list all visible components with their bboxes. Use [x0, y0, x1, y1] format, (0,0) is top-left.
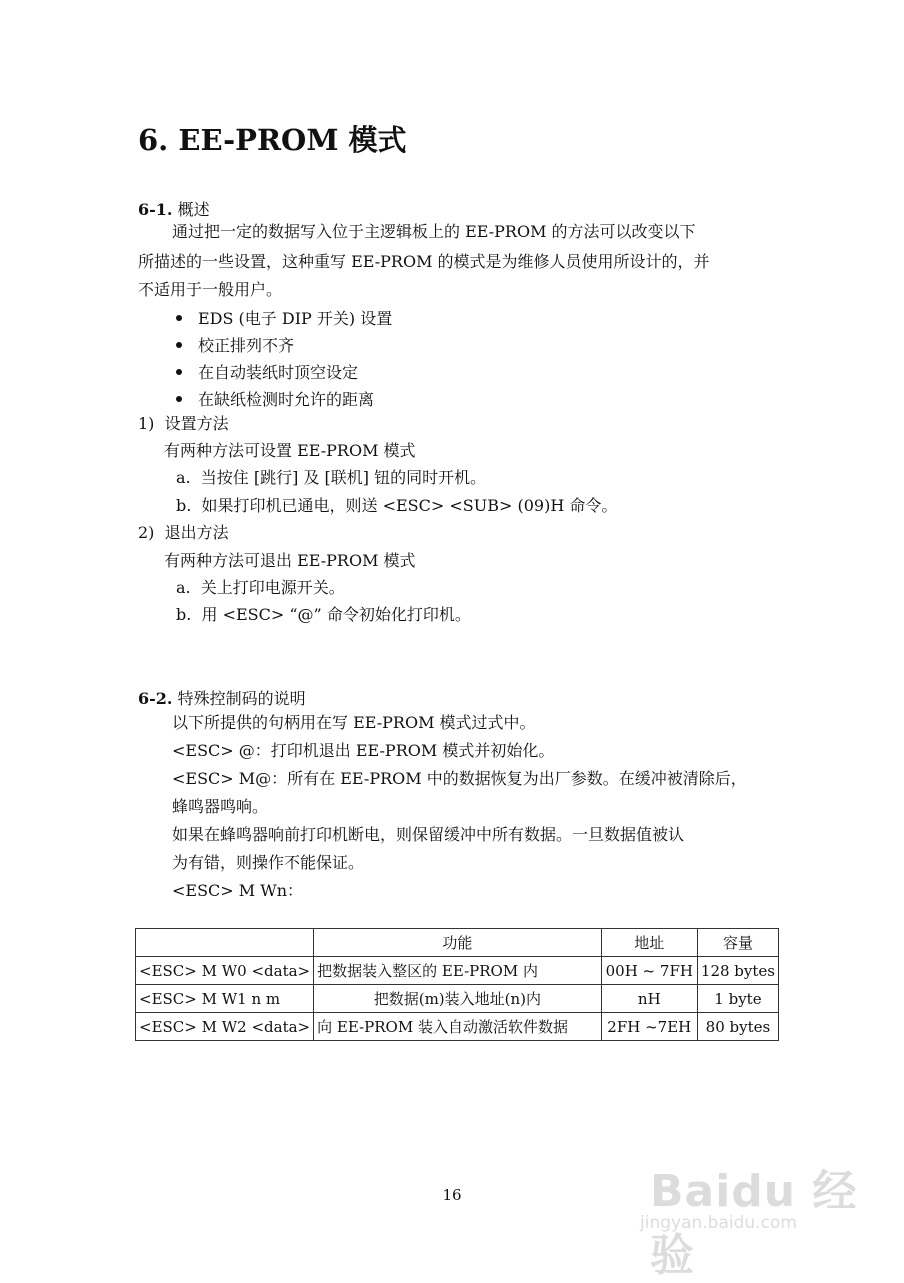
table-header-cell [136, 929, 314, 957]
table-cell: 向 EE-PROM 装入自动激活软件数据 [314, 1013, 602, 1041]
watermark-logo: Baidu 经验 [650, 1166, 858, 1281]
table-cell: nH [601, 985, 697, 1013]
bullet-dot-icon [176, 396, 182, 402]
table-header-cell: 容量 [697, 929, 778, 957]
control-code-line: <ESC> M@：所有在 EE-PROM 中的数据恢复为出厂参数。在缓冲被清除后， [172, 769, 747, 788]
section-2-heading [138, 686, 306, 709]
exit-intro: 有两种方法可退出 EE-PROM 模式 [164, 551, 416, 570]
control-code-line: <ESC> @：打印机退出 EE-PROM 模式并初始化。 [172, 741, 555, 760]
control-code-line: 为有错，则操作不能保证。 [172, 853, 365, 872]
table-cell: 128 bytes [697, 957, 778, 985]
setup-heading: 1) 设置方法 [138, 414, 229, 433]
table-header-cell: 地址 [601, 929, 697, 957]
control-code-line: <ESC> M Wn： [172, 881, 304, 900]
bullet-item: 在缺纸检测时允许的距离 [176, 387, 374, 410]
overview-para-line-1: 通过把一定的数据写入位于主逻辑板上的 EE-PROM 的方法可以改变以下 [172, 222, 696, 241]
control-code-line: 如果在蜂鸣器响前打印机断电，则保留缓冲中所有数据。一旦数据值被认 [172, 825, 685, 844]
bullet-dot-icon [176, 342, 182, 348]
exit-heading: 2) 退出方法 [138, 523, 229, 542]
table-header-cell: 功能 [314, 929, 602, 957]
bullet-item: 校正排列不齐 [176, 333, 294, 356]
setup-item-a: a. 当按住 [跳行] 及 [联机] 钮的同时开机。 [176, 468, 487, 487]
control-code-line: 以下所提供的句柄用在写 EE-PROM 模式过式中。 [172, 713, 536, 732]
section-1-heading [138, 197, 210, 220]
setup-item-b: b. 如果打印机已通电，则送 <ESC> <SUB> (09)H 命令。 [176, 496, 618, 515]
bullet-dot-icon [176, 315, 182, 321]
table-cell: 1 byte [697, 985, 778, 1013]
watermark-url: jingyan.baidu.com [640, 1213, 797, 1233]
table-cell: 把数据装入整区的 EE-PROM 内 [314, 957, 602, 985]
table-cell: 80 bytes [697, 1013, 778, 1041]
control-code-table [135, 928, 779, 1041]
overview-para-line-2: 所描述的一些设置，这种重写 EE-PROM 的模式是为维修人员使用所设计的，并 [138, 252, 710, 271]
table-cell: <ESC> M W0 <data> [136, 957, 314, 985]
control-code-line: 蜂鸣器鸣响。 [172, 797, 269, 816]
setup-intro: 有两种方法可设置 EE-PROM 模式 [164, 441, 416, 460]
table-cell: <ESC> M W2 <data> [136, 1013, 314, 1041]
table-header-row [136, 929, 779, 957]
table-cell: 把数据(m)装入地址(n)内 [314, 985, 602, 1013]
table-row [136, 957, 779, 985]
bullet-item: 在自动装纸时顶空设定 [176, 360, 358, 383]
bullet-dot-icon [176, 369, 182, 375]
table-cell: 2FH ~7EH [601, 1013, 697, 1041]
table-row [136, 985, 779, 1013]
page-number: 16 [442, 1186, 462, 1204]
overview-para-line-3: 不适用于一般用户。 [138, 280, 283, 299]
page-title: 6. EE-PROM 模式 [138, 123, 407, 157]
section-1-number: 6-1. [138, 200, 173, 219]
bullet-item: EDS (电子 DIP 开关) 设置 [176, 306, 392, 329]
table-row [136, 1013, 779, 1041]
section-2-number: 6-2. [138, 689, 173, 708]
table-cell: 00H ~ 7FH [601, 957, 697, 985]
baidu-watermark [640, 1145, 880, 1281]
exit-item-a: a. 关上打印电源开关。 [176, 578, 345, 597]
table-cell: <ESC> M W1 n m [136, 985, 314, 1013]
section-2-title: 特殊控制码的说明 [177, 689, 306, 708]
exit-item-b: b. 用 <ESC> “@” 命令初始化打印机。 [176, 605, 471, 624]
section-1-title: 概述 [177, 200, 210, 219]
